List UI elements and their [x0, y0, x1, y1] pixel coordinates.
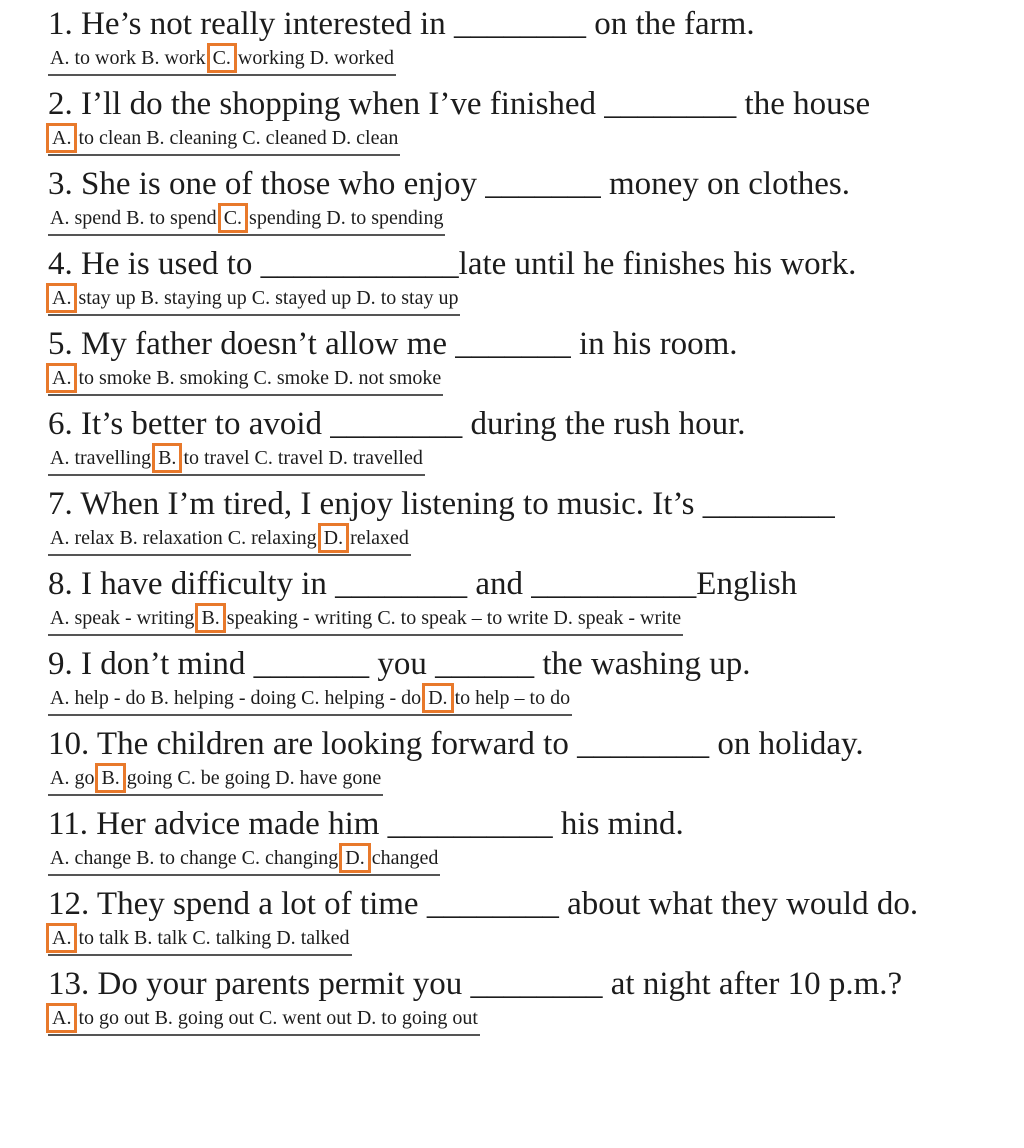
- option-a-selected[interactable]: A. to clean: [52, 127, 142, 149]
- option-b[interactable]: B. helping - doing: [150, 687, 297, 709]
- option-d-selected[interactable]: D. to help – to do: [428, 687, 571, 709]
- question-text: [48, 404, 1008, 444]
- question-13: [48, 964, 1008, 1044]
- question-text: [48, 4, 1008, 44]
- option-d[interactable]: D. talked: [276, 927, 350, 949]
- option-d[interactable]: D. worked: [309, 47, 395, 69]
- question-number: 10.: [48, 726, 90, 762]
- option-b-selected[interactable]: B. going: [101, 767, 173, 789]
- option-b[interactable]: B. to change: [136, 847, 237, 869]
- question-stem: The children are looking forward to ________ on holiday.: [96, 726, 864, 762]
- question-number: 6.: [48, 406, 73, 442]
- option-c[interactable]: C. cleaned: [242, 127, 327, 149]
- options-row: [48, 444, 425, 476]
- option-b[interactable]: B. cleaning: [146, 127, 238, 149]
- question-2: [48, 84, 1008, 164]
- options-row: [48, 524, 411, 556]
- option-d-selected[interactable]: D. relaxed: [323, 527, 409, 549]
- option-b[interactable]: B. smoking: [156, 367, 249, 389]
- options-row: [48, 124, 400, 156]
- options-row: [48, 204, 445, 236]
- option-c[interactable]: C. smoke: [253, 367, 330, 389]
- question-text: [48, 564, 1008, 604]
- question-5: [48, 324, 1008, 404]
- question-number: 5.: [48, 326, 73, 362]
- options-row: [48, 604, 683, 636]
- option-a[interactable]: A. change: [50, 847, 132, 869]
- question-text: [48, 964, 958, 1004]
- option-d[interactable]: D. travelled: [328, 447, 423, 469]
- option-c[interactable]: C. helping - do: [301, 687, 422, 709]
- question-text: [48, 244, 1008, 284]
- question-number: 4.: [48, 246, 73, 282]
- question-number: 12.: [48, 886, 90, 922]
- question-10: [48, 724, 1008, 804]
- option-c[interactable]: C. be going: [177, 767, 271, 789]
- option-a[interactable]: A. relax: [50, 527, 115, 549]
- question-text: [48, 164, 1008, 204]
- question-number: 2.: [48, 86, 73, 122]
- question-number: 11.: [48, 806, 89, 842]
- worksheet: [48, 4, 1008, 1044]
- option-c[interactable]: C. went out: [259, 1007, 352, 1029]
- option-d[interactable]: D. to going out: [356, 1007, 478, 1029]
- question-11: [48, 804, 1008, 884]
- options-row: [48, 44, 396, 76]
- option-a[interactable]: A. speak - writing: [50, 607, 195, 629]
- options-row: [48, 844, 440, 876]
- option-d[interactable]: D. to spending: [326, 207, 444, 229]
- question-text: [48, 644, 1008, 684]
- option-a[interactable]: A. to work: [50, 47, 137, 69]
- question-4: [48, 244, 1008, 324]
- question-stem: Do your parents permit you ________ at night after 10 p.m.?: [97, 966, 903, 1002]
- options-row: [48, 284, 460, 316]
- option-a[interactable]: A. travelling: [50, 447, 152, 469]
- option-c[interactable]: C. talking: [192, 927, 272, 949]
- question-stem: He is used to ____________late until he finishes his work.: [81, 246, 857, 282]
- options-row: [48, 364, 443, 396]
- option-b[interactable]: B. going out: [154, 1007, 255, 1029]
- question-stem: I have difficulty in ________ and __________English: [81, 566, 798, 602]
- question-number: 13.: [48, 966, 90, 1002]
- option-d[interactable]: D. have gone: [275, 767, 382, 789]
- question-text: [48, 484, 1008, 524]
- question-number: 1.: [48, 6, 73, 42]
- option-c[interactable]: C. stayed up: [251, 287, 352, 309]
- question-stem: I don’t mind _______ you ______ the washing up.: [81, 646, 751, 682]
- options-row: [48, 684, 572, 716]
- option-d[interactable]: D. to stay up: [356, 287, 459, 309]
- option-c-selected[interactable]: C. spending: [223, 207, 322, 229]
- option-b[interactable]: B. work: [141, 47, 206, 69]
- question-8: [48, 564, 1008, 644]
- question-text: [48, 84, 1008, 124]
- option-a-selected[interactable]: A. to smoke: [52, 367, 152, 389]
- question-text: [48, 324, 1008, 364]
- question-9: [48, 644, 1008, 724]
- option-b[interactable]: B. relaxation: [119, 527, 223, 549]
- question-text: [48, 724, 1008, 764]
- option-c-selected[interactable]: C. working: [212, 47, 305, 69]
- option-a[interactable]: A. spend: [50, 207, 122, 229]
- option-b[interactable]: B. talk: [134, 927, 188, 949]
- option-b[interactable]: B. staying up: [140, 287, 247, 309]
- question-number: 8.: [48, 566, 73, 602]
- question-stem: When I’m tired, I enjoy listening to music. It’s ________: [80, 486, 835, 522]
- question-3: [48, 164, 1008, 244]
- options-row: [48, 764, 383, 796]
- question-stem: He’s not really interested in ________ on the farm.: [81, 6, 755, 42]
- option-c[interactable]: C. to speak – to write: [377, 607, 549, 629]
- question-number: 3.: [48, 166, 73, 202]
- question-text: [48, 884, 958, 924]
- option-a-selected[interactable]: A. to go out: [52, 1007, 150, 1029]
- question-stem: It’s better to avoid ________ during the rush hour.: [81, 406, 746, 442]
- option-d-selected[interactable]: D. changed: [345, 847, 439, 869]
- question-12: [48, 884, 1008, 964]
- option-b[interactable]: B. to spend: [126, 207, 217, 229]
- option-d[interactable]: D. clean: [331, 127, 399, 149]
- question-stem: Her advice made him __________ his mind.: [96, 806, 684, 842]
- question-number: 7.: [48, 486, 73, 522]
- options-row: [48, 924, 352, 956]
- question-stem: I’ll do the shopping when I’ve finished ________ the house: [81, 86, 871, 122]
- option-c[interactable]: C. travel: [254, 447, 324, 469]
- option-a[interactable]: A. help - do: [50, 687, 146, 709]
- option-b-selected[interactable]: B. speaking - writing: [201, 607, 373, 629]
- option-d[interactable]: D. not smoke: [334, 367, 442, 389]
- option-a[interactable]: A. go: [50, 767, 95, 789]
- option-a-selected[interactable]: A. to talk: [52, 927, 129, 949]
- question-stem: My father doesn’t allow me _______ in his room.: [81, 326, 738, 362]
- question-stem: They spend a lot of time ________ about what they would do.: [96, 886, 919, 922]
- option-c[interactable]: C. changing: [241, 847, 339, 869]
- question-6: [48, 404, 1008, 484]
- question-text: [48, 804, 1008, 844]
- question-1: [48, 4, 1008, 84]
- question-7: [48, 484, 1008, 564]
- question-number: 9.: [48, 646, 73, 682]
- option-a-selected[interactable]: A. stay up: [52, 287, 136, 309]
- options-row: [48, 1004, 480, 1036]
- option-b-selected[interactable]: B. to travel: [158, 447, 250, 469]
- question-stem: She is one of those who enjoy _______ money on clothes.: [81, 166, 850, 202]
- option-c[interactable]: C. relaxing: [227, 527, 317, 549]
- option-d[interactable]: D. speak - write: [553, 607, 682, 629]
